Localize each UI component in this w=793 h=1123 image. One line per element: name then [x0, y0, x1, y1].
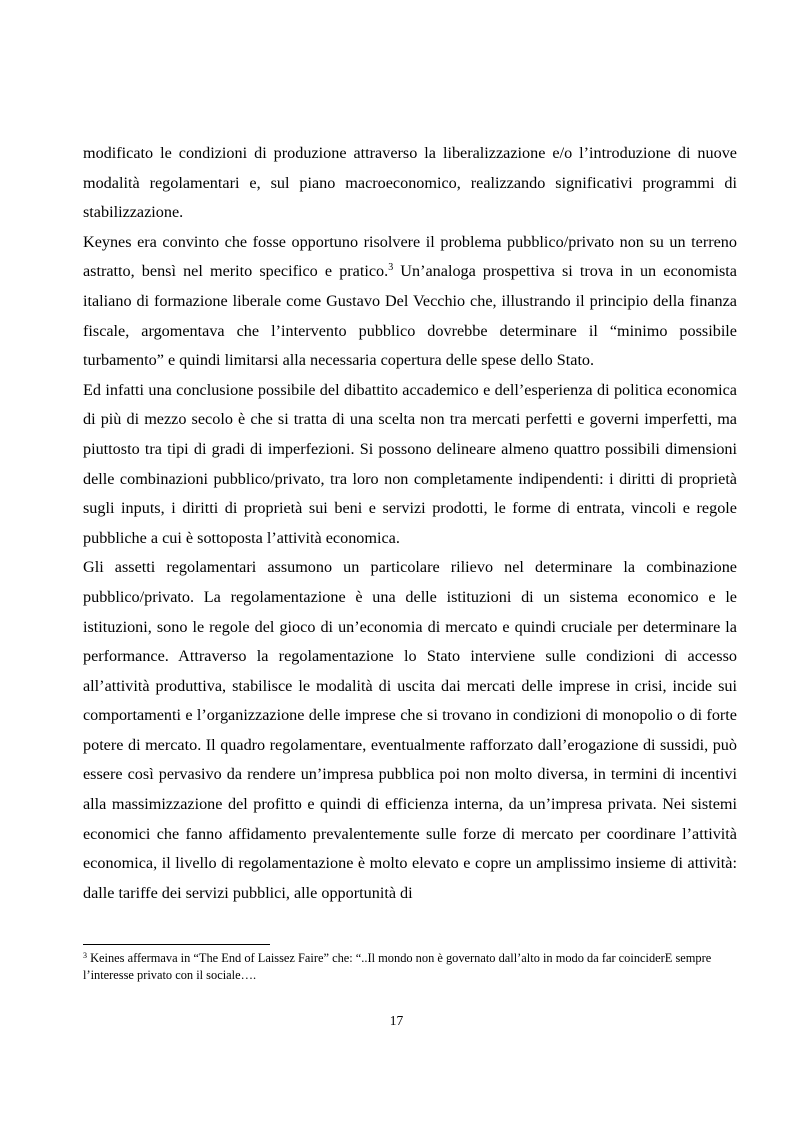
paragraph-2: [83, 228, 737, 376]
paragraph-2-text-a: Keynes era convinto che fosse opportuno risolvere il problema pubblico/privato non su un terreno astratto, bensì nel merito specifico e pratico.: [83, 232, 737, 281]
footnote-reference-3: 3: [388, 262, 394, 274]
paragraph-1: modificato le condizioni di produzione attraverso la liberalizzazione e/o l’introduzione di nuove modalità regolamentari e, sul piano macroeconomico, realizzando significativi programmi di stabilizzazione.: [83, 144, 737, 222]
body-text: [83, 139, 737, 908]
paragraph-3: Ed infatti una conclusione possibile del dibattito accademico e dell’esperienza di politica economica di più di mezzo secolo è che si tratta di una scelta non tra mercati perfetti e governi imperfetti, ma piuttosto tra tipi di gradi di imperfezioni. Si possono delineare almeno quattro possibili dimensioni delle combinazioni pubblico/privato, tra loro non completamente indipendenti: i diritti di proprietà sugli inputs, i diritti di proprietà sui beni e servizi prodotti, le forme di entrata, vincoli e regole pubbliche a cui è sottoposta l’attività economica.: [83, 380, 737, 547]
footnote-text: Keines affermava in “The End of Laissez Faire” che: “..Il mondo non è governato dall’alto in modo da far coinciderE sempre l’interesse privato con il sociale….: [83, 951, 712, 982]
footnote-separator: [83, 944, 270, 945]
page-number: 17: [389, 1013, 404, 1028]
footnote-marker: 3: [83, 951, 87, 960]
paragraph-4: Gli assetti regolamentari assumono un particolare rilievo nel determinare la combinazione pubblico/privato. La regolamentazione è una delle istituzioni di un sistema economico e le istituzioni, sono le regole del gioco di un’economia di mercato e quindi cruciale per determinare la performance. Attraverso la regolamentazione lo Stato interviene sulle condizioni di accesso all’attività produttiva, stabilisce le modalità di uscita dai mercati delle imprese in crisi, incide sui comportamenti e l’organizzazione delle imprese che si trovano in condizioni di monopolio o di forte potere di mercato. Il quadro regolamentare, eventualmente rafforzato dall’erogazione di sussidi, può essere così pervasivo da rendere un’impresa pubblica poi non molto diversa, in termini di incentivi alla massimizzazione del profitto e quindi di efficienza interna, da un’impresa privata. Nei sistemi economici che fanno affidamento prevalentemente sulle forze di mercato per coordinare l’attività economica, il livello di regolamentazione è molto elevato e copre un amplissimo insieme di attività: dalle tariffe dei servizi pubblici, alle opportunità di: [83, 558, 737, 902]
paragraph-2-text-b: Un’analoga prospettiva si trova in un economista italiano di formazione liberale come Gustavo Del Vecchio che, illustrando il principio della finanza fiscale, argomentava che l’intervento pubblico dovrebbe determinare il “minimo possibile turbamento” e quindi limitarsi alla necessaria copertura delle spese dello Stato.: [83, 262, 737, 370]
footnote-3: [83, 950, 737, 984]
